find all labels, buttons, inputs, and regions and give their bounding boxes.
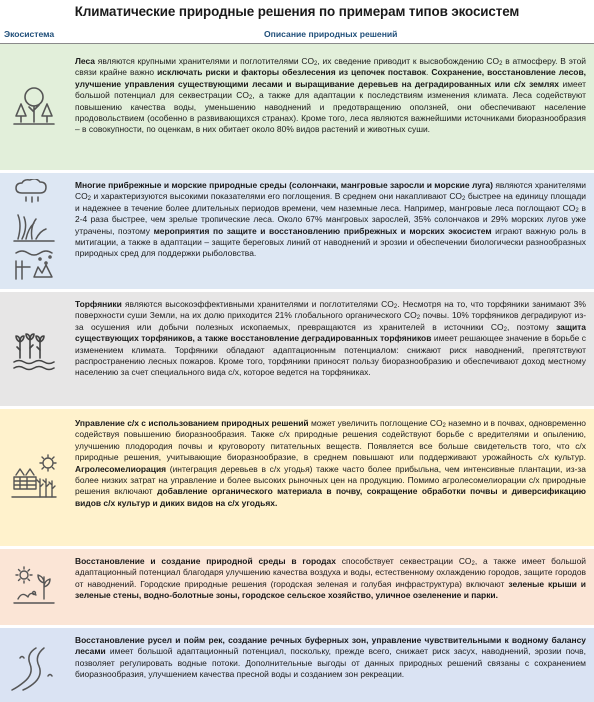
table-row-coastal-marine [0,173,594,289]
table-row-urban [0,549,594,625]
row-description: Восстановление и создание природной среды в городах способствует секвестрации $CO_2$, а также имеет большой адаптационный потенциал благодаря улучшению качества воздуха и воды, естественному охлаждению городов, защите городов от наводнений. Городские природные решения (городская зеленая и голубая инфраструктура) включают зеленые крыши и зеленые стены, водно-болотные зоны, городское сельское хозяйство, уличное озеленение и парки. [75,556,586,601]
row-description: Леса являются крупными хранителями и поглотителями $CO_2$, их сведение приводит к высвобождению $CO_2$ в атмосферу. В этой связи крайне важно исключать риски и факторы обезлесения из цепочек поставок. Сохранение, восстановление лесов, улучшение управления существующими лесами и выращивание деревьев на деградированных или с/х землях имеет большой потенциал для секвестрации $CO_2$, а также для адаптации к последствиям изменения климата. Леса содействуют повышению качества воды, уменьшению наводнений и предотвращению оползней, они обеспечивают население продовольствием (особенно в развивающихся странах). Кроме того, леса являются важнейшими источниками биоразнообразия – в совокупности, по оценкам, в них обитает около 80% видов растений и животных суши. [75,56,586,135]
forest-icon [10,82,58,130]
table-row-forests [0,44,594,170]
table-row-peatlands [0,292,594,406]
column-header-description: Описание природных решений [264,29,398,39]
table-row-rivers [0,628,594,702]
page-title: Климатические природные решения по примерам типов экосистем [74,4,520,19]
coastal-marine-icon [10,179,58,283]
peatland-icon [10,326,58,374]
table-header [0,25,594,44]
agriculture-icon [10,453,58,501]
column-header-ecosystem: Экосистема [4,29,55,39]
row-description: Управление с/х с использованием природных решений может увеличить поглощение $CO_2$ наземно и в почвах, одновременно содействуя повышению биоразнообразия. Также с/х природные решения содействуют борьбе с вредителями и опылению, улучшению плодородия почвы и круговороту питательных веществ. Появляется все больше свидетельств того, что с/х природные решения, учитывающие биоразнообразие, в среднем повышают или поддерживают урожайность с/х культур. Агролесомелиорация (интеграция деревьев в с/х угодья) также часто более прибыльна, чем интенсивные плантации, из-за более низких затрат на управление и более высоких рыночных цен на продукцию. Помимо агролесомелиорации с/х природные решения включают добавление органического материала в почву, сокращение обработки почвы и диверсификацию видов с/х культур и диких видов на с/х угодьях. [75,418,586,508]
river-icon [10,646,58,694]
urban-nature-icon [10,563,58,611]
row-description: Восстановление русел и пойм рек, создание речных буферных зон, управление чувствительными к водному балансу лесами имеет большой адаптационный потенциал, поскольку, прежде всего, снижает риск засух, наводнений, эрозии почв, позволяет регулировать водные потоки. Дополнительные выгоды от данных природных решений связаны с сохранением биоразнообразия, улучшением качества пресной воды и созданием зон рекреации. [75,635,586,680]
row-description: Многие прибрежные и морские природные среды (солончаки, мангровые заросли и морские луга) являются хранителями $CO_2$ и характеризуются высокими показателями его поглощения. В среднем они накапливают $CO_2$ быстрее на единицу площади и надежнее в течение более длительных периодов времени, чем наземные леса. Например, мангровые леса поглощают $CO_2$ в 2-4 раза быстрее, чем зрелые тропические леса. Около 67% мангровых зарослей, 35% солончаков и 29% морских лугов уже утрачены, поэтому мероприятия по защите и восстановлению прибрежных и морских экосистем играют важную роль в митигации, а также в адаптации – защите береговых линий от наводнений и эрозии и обеспечении биологически разнообразных природных сред для поддержки рыболовства. [75,180,587,259]
table-row-agriculture [0,409,594,546]
row-description: Торфяники являются высокоэффективными хранителями и поглотителями $CO_2$. Несмотря на то, что торфяники занимают 3% поверхности суши Земли, на их долю приходится 21% глобального органического $CO_2$ почвы. 10% торфяников деградируют из-за осушения или добычи полезных ископаемых, превращаются из хранителей в источники $CO_2$, поэтому защита существующих торфяников, а также восстановление деградированных торфяников имеет решающее значение в борьбе с изменением климата. Торфяники обладают адаптационным потенциалом: снижают риск наводнений, препятствуют распространению лесных пожаров. Кроме того, торфяники приносят пользу биоразнообразию и обеспечивают доход местному населению за счет специального вида с/х, которое ведется на торфяниках. [75,299,587,378]
